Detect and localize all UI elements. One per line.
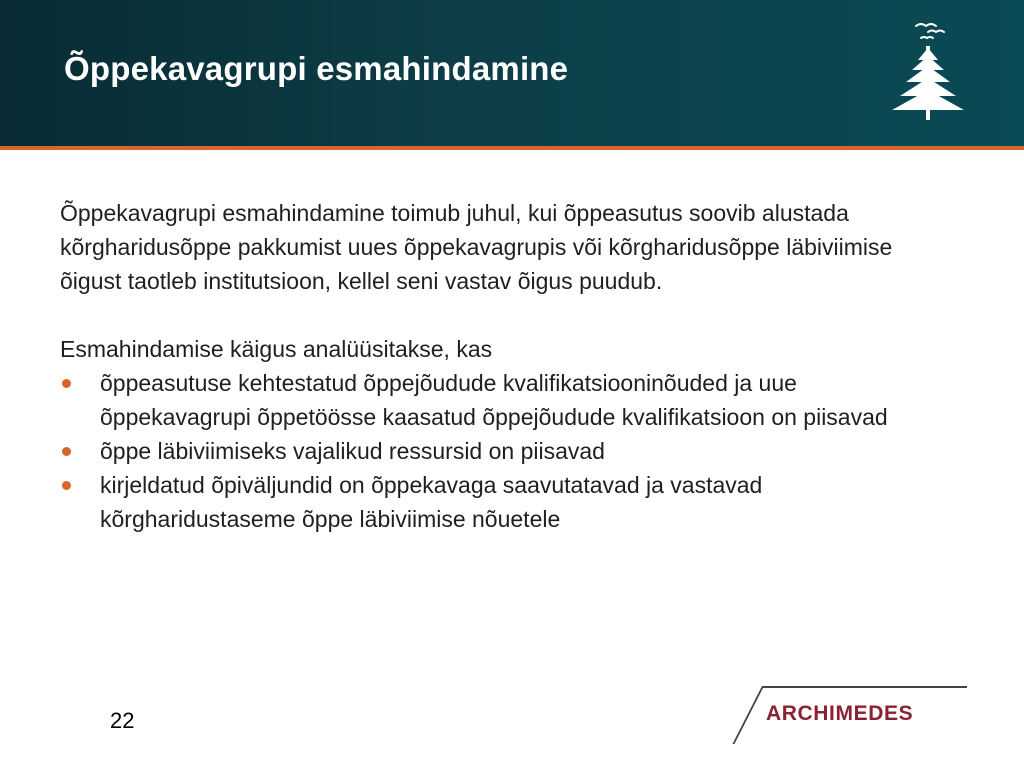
list-item (60, 468, 940, 536)
intro-paragraph: Õppekavagrupi esmahindamine toimub juhul, kui õppeasutus soovib alustada kõrgharidusõppe pakkumist uues õppekavagrupis või kõrgharidusõppe läbiviimise õigust taotleb institutsioon, kellel seni vastav õigus puudub. (60, 200, 893, 294)
list-item (60, 434, 940, 468)
bullet-dot-icon (62, 481, 71, 490)
list-item (60, 366, 940, 434)
logo-rule-horizontal (762, 686, 967, 688)
criteria-list (60, 366, 940, 536)
bullet-dot-icon (62, 447, 71, 456)
logo-rule-diagonal (732, 686, 764, 744)
header-accent-rule (0, 146, 1024, 150)
list-item-text: õppeasutuse kehtestatud õppejõudude kvalifikatsiooninõuded ja uue õppekavagrupi õppetöösse kaasatud õppejõudude kvalifikatsioon on piisavad (100, 370, 888, 430)
brand-name: ARCHIMEDES (766, 702, 914, 725)
paragraph-spacer (60, 298, 940, 332)
list-item-text: kirjeldatud õpiväljundid on õppekavaga saavutatavad ja vastavad kõrgharidustaseme õppe läbiviimise nõuetele (100, 472, 763, 532)
slide-body (60, 196, 940, 536)
page-number: 22 (110, 708, 135, 733)
analysis-heading: Esmahindamise käigus analüüsitakse, kas (60, 336, 493, 362)
tree-with-birds-icon (888, 16, 968, 124)
list-item-text: õppe läbiviimiseks vajalikud ressursid on piisavad (100, 438, 605, 464)
slide-header (0, 0, 1024, 146)
archimedes-logo (732, 686, 972, 744)
slide-title: Õppekavagrupi esmahindamine (64, 50, 569, 87)
bullet-dot-icon (62, 379, 71, 388)
